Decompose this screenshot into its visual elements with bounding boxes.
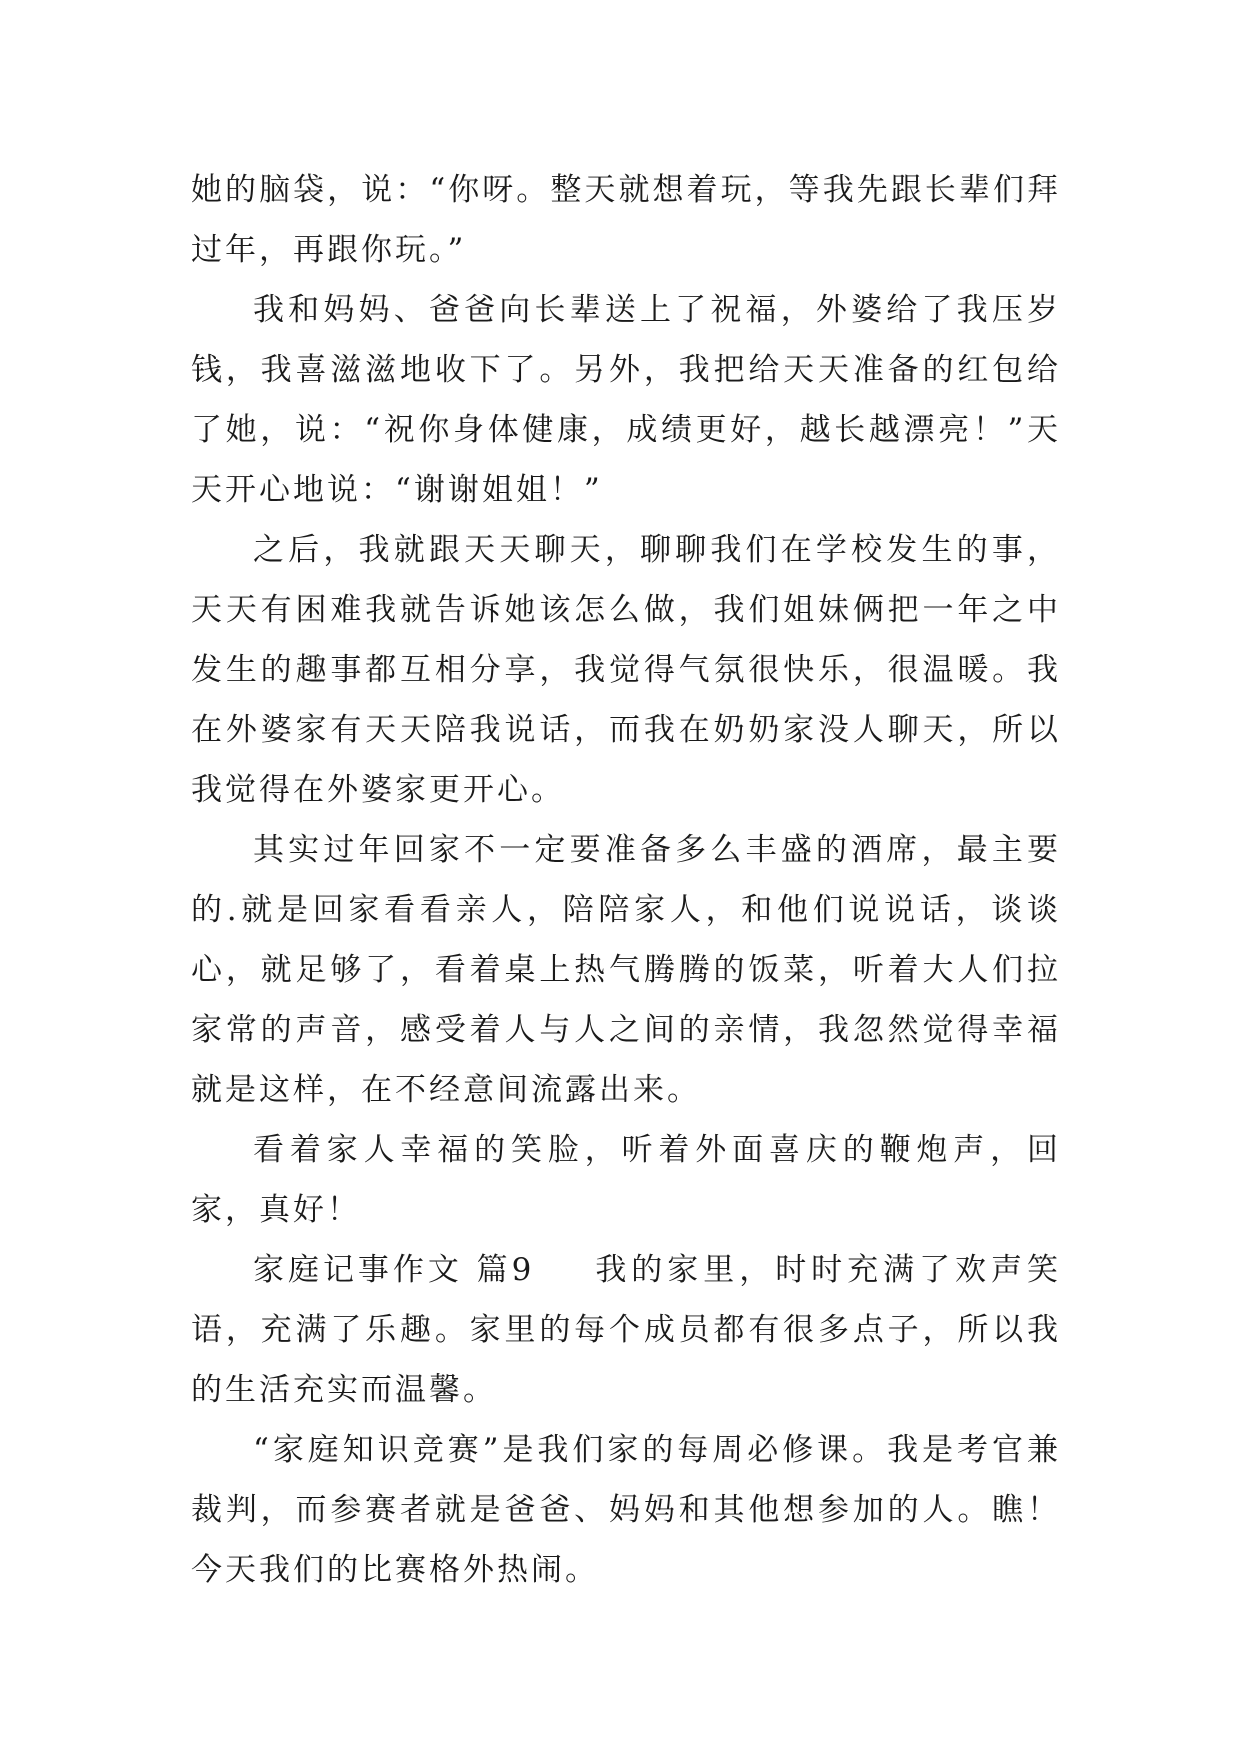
section-heading: 家庭记事作文 篇9	[253, 1252, 534, 1288]
paragraph: 我和妈妈、爸爸向长辈送上了祝福，外婆给了我压岁钱，我喜滋滋地收下了。另外，我把给天天准备的红包给了她，说：“祝你身体健康，成绩更好，越长越漂亮！”天天开心地说：“谢谢姐姐！”	[191, 292, 1061, 508]
paragraph: 她的脑袋，说：“你呀。整天就想着玩，等我先跟长辈们拜过年，再跟你玩。”	[191, 172, 1061, 268]
section-text: 我的家里，时时充满了欢声笑语，充满了乐趣。家里的每个成员都有很多点子，所以我的生活充实而温馨。	[191, 1252, 1062, 1408]
paragraph: 之后，我就跟天天聊天，聊聊我们在学校发生的事，天天有困难我就告诉她该怎么做，我们姐妹俩把一年之中发生的趣事都互相分享，我觉得气氛很快乐，很温暖。我在外婆家有天天陪我说话，而我在奶奶家没人聊天，所以我觉得在外婆家更开心。	[191, 532, 1061, 808]
paragraph: “家庭知识竞赛”是我们家的每周必修课。我是考官兼裁判，而参赛者就是爸爸、妈妈和其他想参加的人。瞧！今天我们的比赛格外热闹。	[191, 1432, 1061, 1588]
section-paragraph	[191, 1240, 1061, 1420]
document-body	[191, 160, 1061, 1600]
paragraph: 看着家人幸福的笑脸，听着外面喜庆的鞭炮声，回家，真好！	[191, 1132, 1061, 1228]
paragraph: 其实过年回家不一定要准备多么丰盛的酒席，最主要的.就是回家看看亲人，陪陪家人，和他们说说话，谈谈心，就足够了，看着桌上热气腾腾的饭菜，听着大人们拉家常的声音，感受着人与人之间的亲情，我忽然觉得幸福就是这样，在不经意间流露出来。	[191, 832, 1061, 1108]
